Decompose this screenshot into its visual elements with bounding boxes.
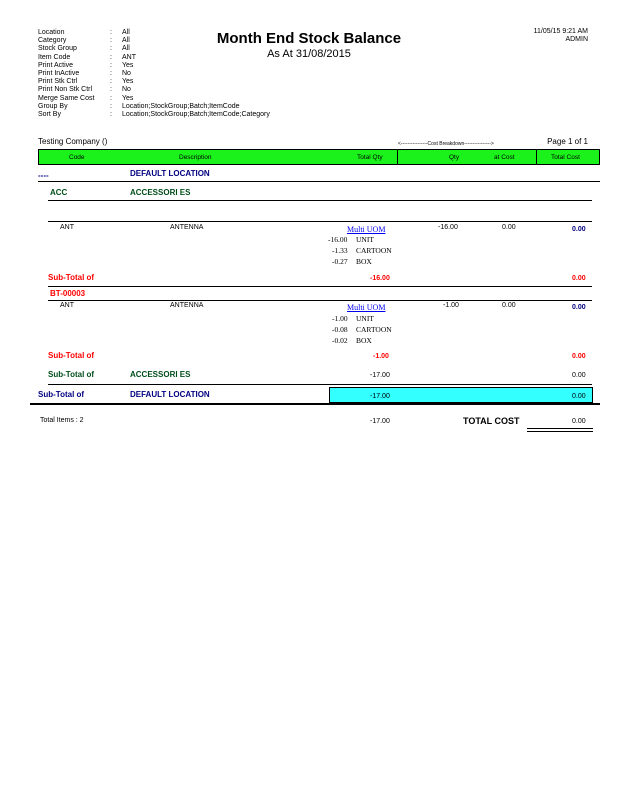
item-qty: -1.00 <box>443 302 459 309</box>
criteria-label: Merge Same Cost <box>38 94 95 102</box>
item-total-cost: 0.00 <box>572 226 586 233</box>
batch-code: BT-00003 <box>50 289 86 298</box>
criteria-value: All <box>122 37 130 45</box>
criteria-row <box>38 70 270 78</box>
item-qty: -16.00 <box>438 224 458 231</box>
location-name: DEFAULT LOCATION <box>130 169 210 178</box>
col-unit-cost: at Cost <box>494 154 515 161</box>
divider <box>48 221 592 222</box>
page-number: Page 1 of 1 <box>547 137 588 146</box>
divider <box>48 384 592 385</box>
criteria-separator: : <box>110 29 112 36</box>
criteria-row <box>38 86 270 94</box>
multi-uom-link[interactable]: Multi UOM <box>347 225 386 234</box>
col-divider <box>536 150 537 164</box>
criteria-value: Location;StockGroup;Batch;ItemCode <box>122 102 240 110</box>
item-description: ANTENNA <box>170 224 204 231</box>
total-cost-label: TOTAL COST <box>463 416 520 426</box>
cost-breakdown-label: <----------------Cost Breakdown----------------> <box>398 141 494 147</box>
uom-unit: UNIT <box>356 314 374 323</box>
criteria-value: No <box>122 86 131 94</box>
criteria-separator: : <box>110 111 112 119</box>
criteria-value: Yes <box>122 94 134 102</box>
criteria-label: Print Active <box>38 61 74 69</box>
criteria-row <box>38 111 270 119</box>
subtotal-qty: -1.00 <box>373 353 389 360</box>
column-header <box>38 149 600 165</box>
uom-qty: -0.08 <box>332 325 348 334</box>
criteria-label: Print Non Stk Ctrl <box>38 86 93 94</box>
criteria-value: Yes <box>122 61 134 69</box>
subtotal-label: Sub-Total of <box>38 390 85 399</box>
criteria-label: Stock Group <box>38 45 77 53</box>
item-unit-cost: 0.00 <box>502 302 516 309</box>
uom-unit: CARTOON <box>356 246 392 255</box>
subtotal-label: Sub-Total of <box>48 273 95 282</box>
subtotal-qty: -17.00 <box>370 393 390 400</box>
uom-unit: CARTOON <box>356 325 392 334</box>
footer-total-qty: -17.00 <box>370 418 390 425</box>
criteria-separator: : <box>110 45 112 53</box>
subtotal-qty: -17.00 <box>370 372 390 379</box>
subtotal-qty: -16.00 <box>370 275 390 282</box>
item-total-cost: 0.00 <box>572 304 586 311</box>
col-description: Description <box>179 154 212 161</box>
subtotal-cost: 0.00 <box>572 372 586 379</box>
item-unit-cost: 0.00 <box>502 224 516 231</box>
uom-qty: -1.33 <box>332 246 348 255</box>
stock-group-code: ACC <box>50 188 68 197</box>
col-code: Code <box>69 154 85 161</box>
criteria-row <box>38 78 270 86</box>
criteria-label: Group By <box>38 102 68 110</box>
col-total-cost: Total Cost <box>551 154 580 161</box>
item-description: ANTENNA <box>170 302 204 309</box>
subtotal-cost: 0.00 <box>572 393 586 400</box>
item-code: ANT <box>60 302 74 309</box>
criteria-label: Print InActive <box>38 70 80 78</box>
multi-uom-link[interactable]: Multi UOM <box>347 303 386 312</box>
subtotal-cost: 0.00 <box>572 275 586 282</box>
divider <box>48 200 592 201</box>
print-info <box>534 28 588 44</box>
criteria-label: Location <box>38 29 65 36</box>
stock-group-name: ACCESSORI ES <box>130 188 191 197</box>
company-name: Testing Company () <box>38 137 108 146</box>
criteria-label: Print Stk Ctrl <box>38 78 78 86</box>
criteria-row <box>38 62 270 70</box>
criteria-label: Item Code <box>38 53 71 61</box>
subtotal-location-name: DEFAULT LOCATION <box>130 390 210 399</box>
uom-unit: UNIT <box>356 235 374 244</box>
report-title: Month End Stock Balance <box>216 30 402 47</box>
subtotal-label: Sub-Total of <box>48 370 95 379</box>
criteria-separator: : <box>110 94 112 102</box>
col-qty: Qty <box>449 154 460 161</box>
criteria-separator: : <box>110 70 112 78</box>
criteria-separator: : <box>110 61 112 69</box>
criteria-separator: : <box>110 53 112 61</box>
printed-date: 11/05/15 9:21 AM <box>533 28 588 35</box>
subtotal-group-name: ACCESSORI ES <box>130 370 191 379</box>
criteria-separator: : <box>110 86 112 94</box>
printed-by: ADMIN <box>565 36 588 43</box>
col-divider <box>397 150 398 164</box>
criteria-separator: : <box>110 102 112 110</box>
uom-qty: -0.02 <box>332 336 348 345</box>
criteria-value: Yes <box>122 78 134 86</box>
criteria-row <box>38 95 270 103</box>
criteria-separator: : <box>110 37 112 45</box>
divider <box>38 181 600 182</box>
criteria-label: Category <box>38 37 67 45</box>
subtotal-label: Sub-Total of <box>48 351 95 360</box>
col-total-qty: Total Qty <box>357 154 383 161</box>
uom-qty: -1.00 <box>332 314 348 323</box>
criteria-value: All <box>122 45 130 53</box>
criteria-value: No <box>122 70 131 78</box>
criteria-value: Location;StockGroup;Batch;ItemCode;Category <box>122 111 270 119</box>
subtotal-cost: 0.00 <box>572 353 586 360</box>
criteria-value: All <box>122 29 130 36</box>
criteria-label: Sort By <box>38 111 61 119</box>
item-code: ANT <box>60 224 74 231</box>
report-subtitle: As At 31/08/2015 <box>267 48 351 60</box>
footer-total-cost: 0.00 <box>572 418 586 425</box>
uom-qty: -16.00 <box>328 235 348 244</box>
location-subtotal-box <box>329 387 593 403</box>
uom-unit: BOX <box>356 336 372 345</box>
total-items: Total Items : 2 <box>40 417 84 424</box>
criteria-row <box>38 103 270 111</box>
criteria-separator: : <box>110 78 112 86</box>
double-underline <box>527 428 593 429</box>
location-code: ---- <box>38 171 49 180</box>
uom-qty: -0.27 <box>332 257 348 266</box>
criteria-value: ANT <box>122 53 136 61</box>
divider <box>48 286 592 287</box>
divider <box>30 403 600 405</box>
uom-unit: BOX <box>356 257 372 266</box>
double-underline <box>527 431 593 432</box>
divider <box>48 300 592 301</box>
